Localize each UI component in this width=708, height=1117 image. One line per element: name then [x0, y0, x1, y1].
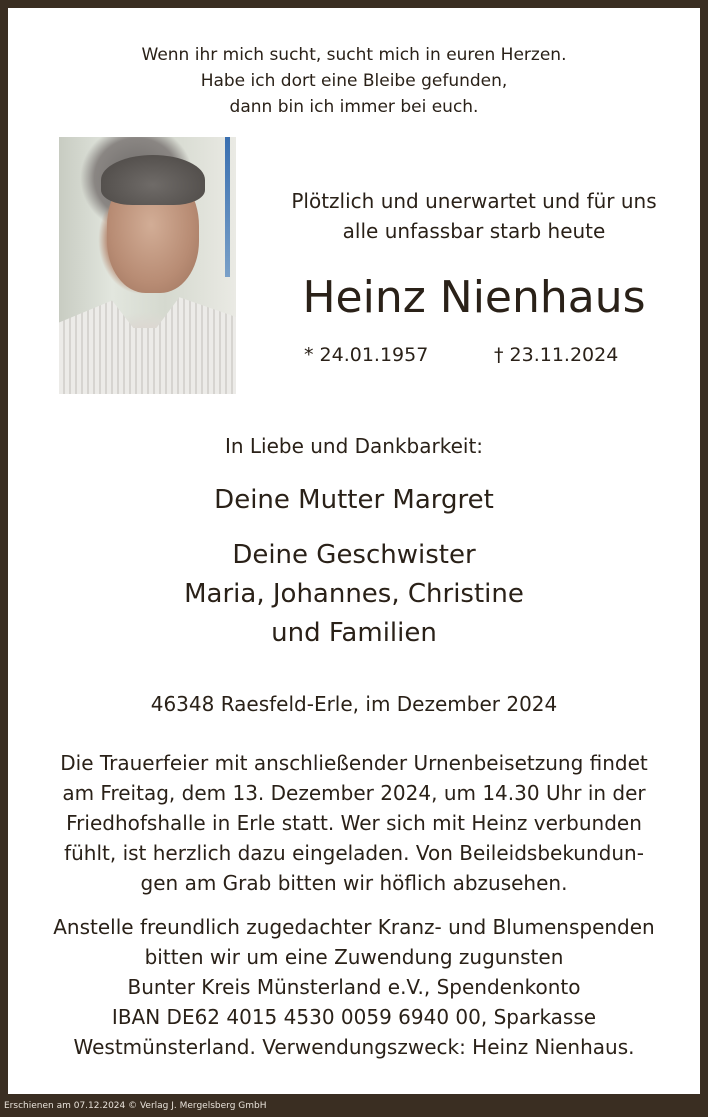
- death-date: † 23.11.2024: [494, 344, 619, 366]
- deceased-name: Heinz Nienhaus: [302, 272, 646, 323]
- donation-info: [8, 912, 700, 1062]
- donation-line: Westmünsterland. Verwendungszweck: Heinz Nienhaus.: [73, 1035, 635, 1059]
- donation-line: Anstelle freundlich zugedachter Kranz- und Blumenspenden: [53, 915, 655, 939]
- intro-text: [248, 186, 700, 246]
- motto-verse: [8, 42, 700, 120]
- service-info: [8, 748, 700, 898]
- service-line: Die Trauerfeier mit anschließender Urnenbeisetzung findet: [60, 751, 648, 775]
- service-line: fühlt, ist herzlich dazu eingeladen. Von Beileidsbekundun-: [64, 841, 644, 865]
- siblings-line: und Familien: [271, 618, 437, 648]
- obituary-card: [8, 8, 700, 1094]
- portrait-photo: [59, 137, 236, 394]
- birth-date: * 24.01.1957: [304, 344, 429, 366]
- motto-line: Wenn ihr mich sucht, sucht mich in euren Herzen.: [141, 45, 567, 65]
- donation-line: Bunter Kreis Münsterland e.V., Spendenkonto: [127, 975, 581, 999]
- motto-line: dann bin ich immer bei euch.: [229, 97, 479, 117]
- mourners-heading: In Liebe und Dankbarkeit:: [224, 434, 484, 458]
- service-line: gen am Grab bitten wir höflich abzusehen.: [140, 871, 568, 895]
- intro-line: alle unfassbar starb heute: [342, 219, 606, 243]
- service-line: am Freitag, dem 13. Dezember 2024, um 14.30 Uhr in der: [62, 781, 646, 805]
- publication-footer: Erschienen am 07.12.2024 © Verlag J. Mergelsberg GmbH: [4, 1101, 267, 1111]
- donation-line: bitten wir um eine Zuwendung zugunsten: [144, 945, 564, 969]
- motto-line: Habe ich dort eine Bleibe gefunden,: [200, 71, 508, 91]
- intro-line: Plötzlich und unerwartet und für uns: [291, 189, 657, 213]
- service-line: Friedhofshalle in Erle statt. Wer sich mit Heinz verbunden: [66, 811, 642, 835]
- donation-line: IBAN DE62 4015 4530 0059 6940 00, Sparkasse: [111, 1005, 597, 1029]
- place-date: 46348 Raesfeld-Erle, im Dezember 2024: [150, 692, 558, 716]
- siblings-line: Maria, Johannes, Christine: [184, 579, 524, 609]
- mourner-siblings: [8, 536, 700, 653]
- siblings-line: Deine Geschwister: [232, 540, 476, 570]
- mourner-mother: Deine Mutter Margret: [214, 485, 494, 515]
